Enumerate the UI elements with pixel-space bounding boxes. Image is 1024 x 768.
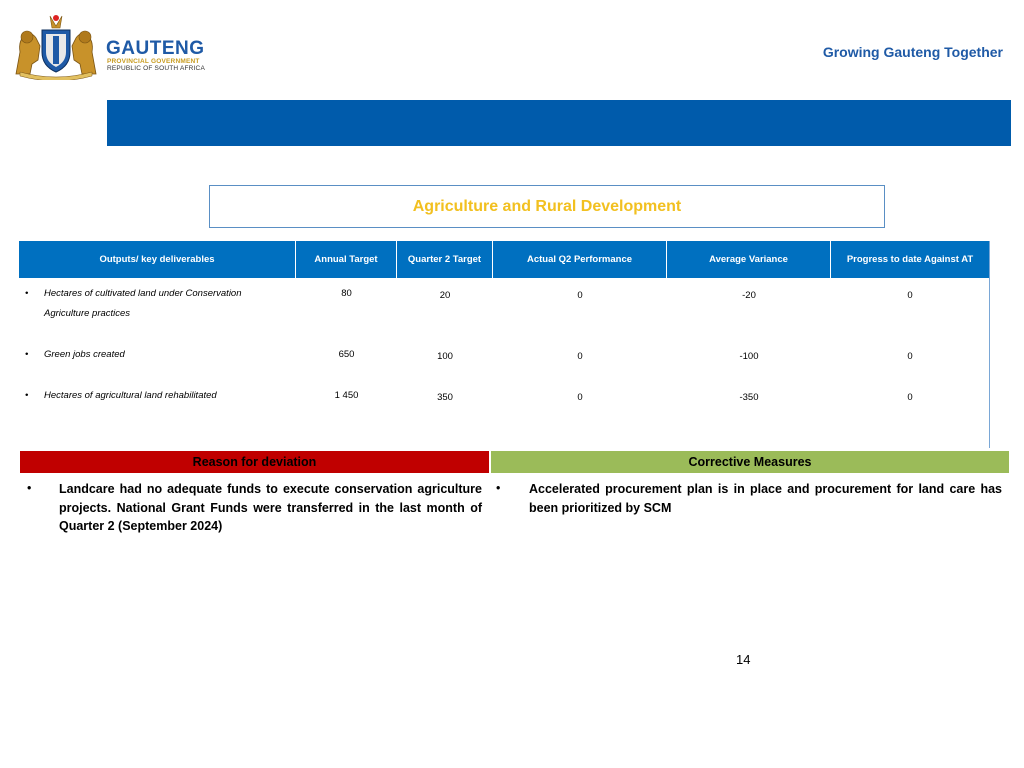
col-header-variance: Average Variance bbox=[667, 241, 831, 278]
annual-target-value: 650 bbox=[338, 349, 355, 360]
org-subtitle-provincial: PROVINCIAL GOVERNMENT bbox=[107, 58, 200, 65]
q2-target-value: 350 bbox=[437, 392, 453, 403]
col-header-actual-q2: Actual Q2 Performance bbox=[493, 241, 667, 278]
header-banner-bar bbox=[107, 100, 1011, 146]
deliverable-text: Hectares of agricultural land rehabilitated bbox=[44, 390, 217, 401]
actual-q2-value: 0 bbox=[577, 290, 583, 301]
bullet-marker: • bbox=[25, 288, 29, 299]
col-header-outputs: Outputs/ key deliverables bbox=[19, 241, 296, 278]
actual-q2-value: 0 bbox=[577, 351, 583, 362]
actual-q2-value: 0 bbox=[577, 392, 583, 403]
table-row bbox=[19, 284, 989, 324]
q2-target-value: 20 bbox=[439, 290, 451, 301]
org-name: GAUTENG bbox=[106, 38, 205, 59]
bullet-marker: • bbox=[496, 481, 501, 495]
deliverable-text bbox=[44, 284, 284, 324]
table-row bbox=[19, 386, 989, 416]
reason-for-deviation-header: Reason for deviation bbox=[20, 451, 489, 473]
progress-value: 0 bbox=[907, 290, 913, 301]
bullet-marker: • bbox=[25, 390, 29, 401]
annual-target-value: 1 450 bbox=[334, 390, 359, 401]
col-header-progress: Progress to date Against AT bbox=[846, 254, 974, 265]
gauteng-coat-of-arms-logo bbox=[10, 12, 102, 80]
variance-value: -100 bbox=[739, 351, 759, 362]
bullet-marker: • bbox=[27, 481, 32, 495]
tagline: Growing Gauteng Together bbox=[822, 44, 1003, 60]
corrective-measures-header: Corrective Measures bbox=[491, 451, 1009, 473]
deliverable-text: Green jobs created bbox=[44, 349, 125, 360]
corrective-text: Accelerated procurement plan is in place and procurement for land care has been prioritized by SCM bbox=[529, 482, 1002, 515]
q2-target-value: 100 bbox=[437, 351, 453, 362]
progress-value: 0 bbox=[907, 392, 913, 403]
col-header-annual-target: Annual Target bbox=[296, 241, 397, 278]
annual-target-value: 80 bbox=[341, 288, 352, 299]
section-title-box bbox=[209, 185, 885, 228]
col-header-q2-target: Quarter 2 Target bbox=[397, 241, 493, 278]
deliverable-line: Agriculture practices bbox=[44, 308, 131, 319]
table-row bbox=[19, 345, 989, 375]
page-number: 14 bbox=[736, 652, 751, 667]
org-subtitle-country: REPUBLIC OF SOUTH AFRICA bbox=[107, 65, 205, 72]
section-title: Agriculture and Rural Development bbox=[412, 197, 682, 215]
table-header-row bbox=[19, 241, 989, 278]
reason-text: Landcare had no adequate funds to execute conservation agriculture projects. National Grant Funds were transferred in the last month of Quarter 2 (September 2024) bbox=[59, 482, 482, 533]
deliverable-line: Hectares of cultivated land under Conservation bbox=[44, 288, 242, 299]
performance-table bbox=[19, 241, 990, 448]
variance-value: -20 bbox=[742, 290, 756, 301]
variance-value: -350 bbox=[739, 392, 759, 403]
progress-value: 0 bbox=[907, 351, 913, 362]
bullet-marker: • bbox=[25, 349, 29, 360]
